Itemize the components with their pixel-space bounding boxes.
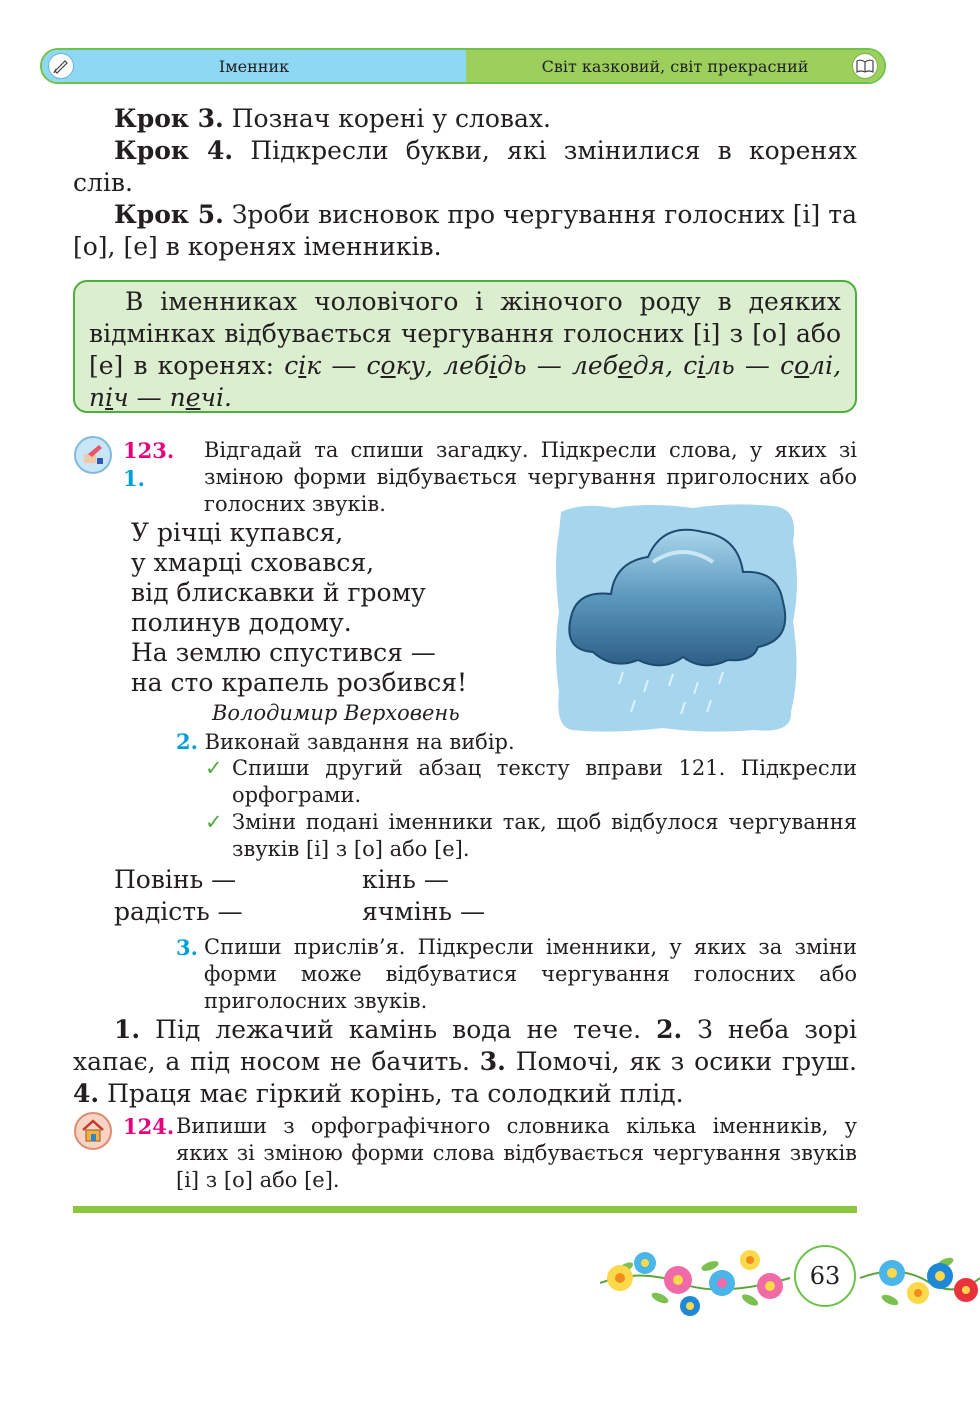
bottom-divider — [73, 1206, 857, 1213]
proverb-number: 4. — [73, 1079, 100, 1108]
subtask-number: 3. — [176, 935, 198, 960]
ex-underlined-letter: і — [489, 351, 498, 380]
step-3 — [73, 103, 857, 135]
ex-word-part: леб — [443, 351, 490, 380]
ex124-text: Випиши з орфографічного словника кілька іменників, у яких зі зміною форми слова відбувається чергування звуків [і] з [о] або [е]. — [176, 1114, 857, 1192]
word-item: кінь — — [362, 865, 449, 894]
ex-word-part: п — [89, 383, 106, 412]
subtask-number: 1. — [123, 466, 145, 491]
ex-word-part: ч — [113, 383, 129, 412]
word-item: радість — — [114, 897, 243, 926]
section-title: Іменник — [218, 56, 290, 76]
ex-underlined-letter: і — [697, 351, 706, 380]
rule-box — [73, 280, 857, 413]
poem-line: від блискавки й грому — [131, 578, 426, 607]
step-4 — [73, 135, 857, 199]
ex-word-part: лі, — [809, 351, 842, 380]
word-item: Повінь — — [114, 865, 237, 894]
poem-line: полинув додому. — [131, 608, 352, 637]
book-icon — [852, 53, 878, 79]
ex123-task1-text: Відгадай та спиши загадку. Підкресли слова, у яких зі зміною форми відбувається чергування приголосних або голосних звуків. — [204, 438, 857, 516]
ex-word-part: чі. — [200, 383, 232, 412]
ex-word-part: к — [306, 351, 322, 380]
ex123-number-group — [123, 437, 198, 493]
proverb-text: Під лежачий камінь вода не тече. — [155, 1015, 642, 1044]
checkmark-icon: ✓ — [205, 810, 223, 834]
step-5-text: Зроби висновок про чергування голосних [і] та [о], [е] в коренях іменників. — [73, 200, 857, 261]
page-header — [40, 48, 886, 84]
ex-word-part: с — [284, 351, 299, 380]
ex-dash: — — [744, 351, 770, 380]
chapter-title: Світ казковий, світ прекрасний — [541, 56, 809, 76]
ex-word-part: ль — [705, 351, 735, 380]
poem-line: На землю спустився — — [131, 638, 436, 667]
task2-text: Виконай завдання на вибір. — [204, 730, 515, 754]
house-icon — [74, 1112, 112, 1150]
proverbs-paragraph — [73, 1014, 857, 1110]
rule-statement: В іменниках чоловічого і жіночого роду в деяких відмінках відбувається чергування голосних [і] з [о] або [е] в коренях: — [89, 287, 841, 380]
ex-dash: — — [136, 383, 162, 412]
task3-text: Спиши прислів’я. Підкресли іменники, у яких за зміни форми може відбуватися чергування голосних або приголосних звуків. — [204, 935, 857, 1013]
ex-word-part: п — [169, 383, 186, 412]
pen-icon — [48, 53, 74, 79]
ex-word-part: дь — [497, 351, 527, 380]
step-5 — [73, 199, 857, 263]
rain-cloud-illustration — [553, 502, 801, 734]
header-section-left — [42, 50, 466, 82]
proverb-text: З неба зорі хапає, а під носом не бачить. — [73, 1015, 857, 1076]
poem-author: Володимир Верховень — [212, 701, 460, 725]
step-3-text: Познач корені у словах. — [231, 104, 551, 133]
poem-line: У річці купався, — [131, 518, 344, 547]
ex-underlined-letter: о — [380, 351, 396, 380]
exercise-number: 123. — [123, 438, 175, 463]
step-5-label: Крок 5. — [114, 200, 224, 229]
riddle-poem — [131, 518, 551, 698]
flower-decoration — [600, 1238, 980, 1318]
exercise-number: 124. — [123, 1114, 175, 1139]
proverb-number: 2. — [656, 1015, 683, 1044]
rule-text — [89, 286, 841, 414]
poem-line: на сто крапель розбився! — [131, 668, 468, 697]
option-2-text: Зміни подані іменники так, щоб відбулося чергування звуків [і] з [о] або [е]. — [232, 810, 857, 861]
steps-block — [73, 103, 857, 263]
ex-word-part: с — [366, 351, 381, 380]
page-number: 63 — [794, 1245, 856, 1307]
ex-dash: — — [536, 351, 562, 380]
header-section-right — [466, 50, 884, 82]
proverb-text: Помочі, як з осики груш. — [515, 1047, 857, 1076]
ex-underlined-letter: е — [185, 383, 201, 412]
ex-word-part: с — [683, 351, 698, 380]
proverb-number: 3. — [479, 1047, 506, 1076]
ex-word-part: леб — [571, 351, 618, 380]
word-item: ячмінь — — [362, 897, 485, 926]
ex-word-part: дя, — [632, 351, 674, 380]
ex-underlined-letter: е — [617, 351, 633, 380]
proverb-number: 1. — [114, 1015, 141, 1044]
step-4-text: Підкресли букви, які змінилися в коренях слів. — [73, 136, 858, 197]
step-4-label: Крок 4. — [114, 136, 234, 165]
poem-line: у хмарці сховався, — [131, 548, 375, 577]
checkmark-icon: ✓ — [205, 756, 223, 780]
ex-word-part: с — [780, 351, 795, 380]
ex123-task2 — [176, 728, 776, 756]
subtask-number: 2. — [176, 729, 198, 754]
step-3-label: Крок 3. — [114, 104, 224, 133]
ex-underlined-letter: і — [105, 383, 114, 412]
ex-underlined-letter: і — [298, 351, 307, 380]
option-1-text: Спиши другий абзац тексту вправи 121. Підкресли орфограми. — [232, 756, 857, 807]
writing-hand-icon — [74, 436, 112, 474]
ex-dash: — — [331, 351, 357, 380]
ex-underlined-letter: о — [794, 351, 810, 380]
proverb-text: Праця має гіркий корінь, та солодкий плід. — [107, 1079, 684, 1108]
ex-word-part: ку, — [395, 351, 433, 380]
